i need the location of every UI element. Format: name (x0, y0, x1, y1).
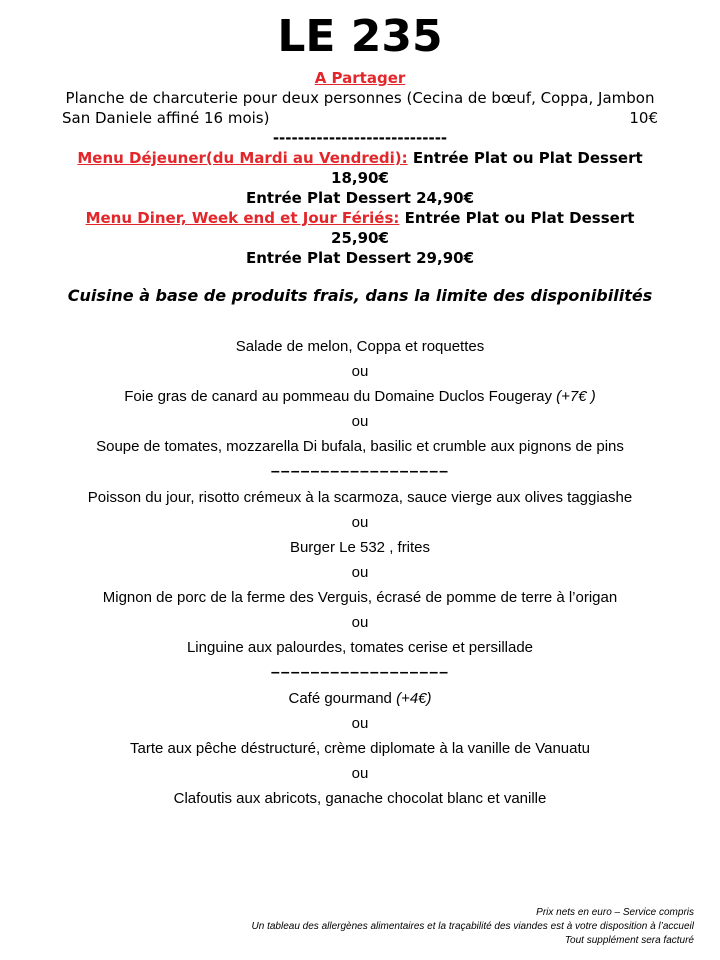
menu-list (60, 338, 660, 807)
menu-dejeuner-line2: Entrée Plat Dessert 24,90€ (245, 189, 475, 207)
entree-3: Soupe de tomates, mozzarella Di bufala, basilic et crumble aux pignons de pins (96, 438, 624, 455)
footer-line1: Prix nets en euro – Service compris (536, 907, 694, 918)
charcuterie-row (62, 108, 658, 128)
cuisine-heading: Cuisine à base de produits frais, dans la limite des disponibilités (67, 286, 653, 305)
entree-2-supplement: (+7€ ) (556, 388, 596, 405)
plat-2: Burger Le 532 , frites (289, 539, 431, 556)
dessert-1-label: Café gourmand (288, 690, 392, 707)
charcuterie-line2: San Daniele affiné 16 mois) (62, 109, 270, 127)
charcuterie-line1: Planche de charcuterie pour deux personnes (Cecina de bœuf, Coppa, Jambon (65, 89, 655, 107)
or-label: ou (351, 363, 369, 380)
charcuterie-item (62, 88, 658, 128)
dessert-3: Clafoutis aux abricots, ganache chocolat blanc et vanille (173, 790, 547, 807)
or-label: ou (351, 413, 369, 430)
entree-1: Salade de melon, Coppa et roquettes (235, 338, 485, 355)
entree-2-label: Foie gras de canard au pommeau du Domaine Duclos Fougeray (124, 388, 552, 405)
dessert-1 (60, 690, 660, 707)
or-label: ou (351, 614, 369, 631)
footer-line3: Tout supplément sera facturé (564, 935, 694, 946)
menu-dejeuner (62, 148, 658, 188)
plat-1: Poisson du jour, risotto crémeux à la scarmoza, sauce vierge aux olives taggiashe (87, 489, 633, 506)
dessert-1-supplement: (+4€) (396, 690, 432, 707)
or-label: ou (351, 715, 369, 732)
restaurant-title: LE 235 (277, 11, 443, 62)
menu-diner (62, 208, 658, 248)
top-section (62, 68, 658, 268)
partager-heading: A Partager (314, 69, 406, 87)
plat-4: Linguine aux palourdes, tomates cerise et persillade (186, 639, 534, 656)
or-label: ou (351, 514, 369, 531)
menu-dejeuner-label: Menu Déjeuner(du Mardi au Vendredi): (77, 149, 408, 167)
plat-3: Mignon de porc de la ferme des Verguis, écrasé de pomme de terre à l’origan (102, 589, 618, 606)
menu-diner-label: Menu Diner, Week end et Jour Fériés: (85, 209, 400, 227)
course-separator: –––––––––––––––––– (270, 463, 450, 480)
menu-dejeuner-line1: Entrée Plat ou Plat Dessert 18,90€ (331, 149, 643, 187)
or-label: ou (351, 564, 369, 581)
dessert-2: Tarte aux pêche déstructuré, crème diplomate à la vanille de Vanuatu (130, 740, 590, 757)
menu-diner-line2: Entrée Plat Dessert 29,90€ (245, 249, 475, 267)
charcuterie-price: 10€ (629, 109, 658, 127)
footer-notes (252, 906, 694, 948)
menu-diner-line1: Entrée Plat ou Plat Dessert 25,90€ (331, 209, 635, 247)
or-label: ou (351, 765, 369, 782)
dashes-divider: ---------------------------- (272, 129, 448, 147)
course-separator: –––––––––––––––––– (270, 664, 450, 681)
entree-2 (60, 388, 660, 405)
footer-line2: Un tableau des allergènes alimentaires et la traçabilité des viandes est à votre disposition à l’accueil (251, 921, 694, 932)
